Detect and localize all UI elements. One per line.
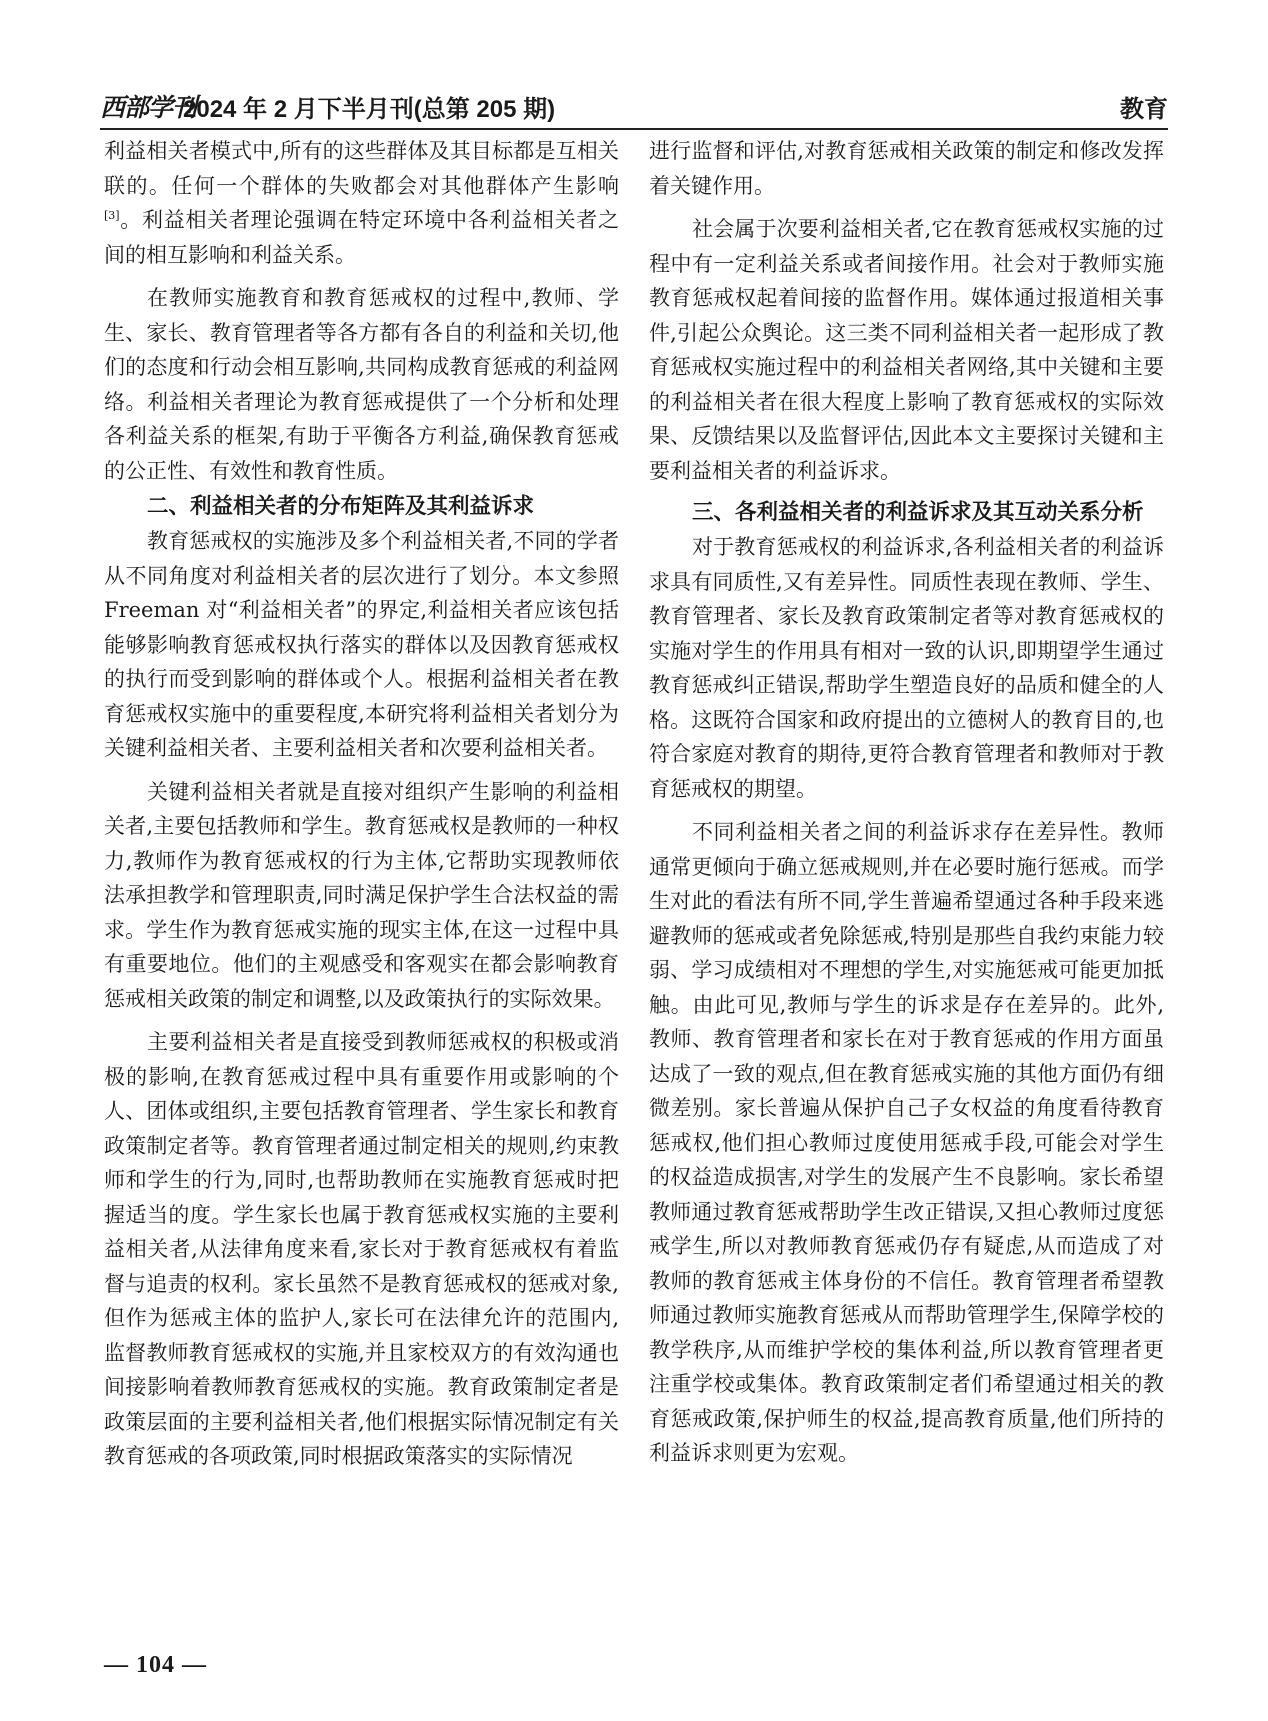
right-column	[649, 134, 1164, 1471]
paragraph: 社会属于次要利益相关者,它在教育惩戒权实施的过程中有一定利益关系或者间接作用。社会对于教师实施教育惩戒权起着间接的监督作用。媒体通过报道相关事件,引起公众舆论。这三类不同利益相关者一起形成了教育惩戒权实施过程中的利益相关者网络,其中关键和主要的利益相关者在很大程度上影响了教育惩戒权的实际效果、反馈结果以及监督评估,因此本文主要探讨关键和主要利益相关者的利益诉求。	[649, 217, 1164, 483]
section-heading: 二、利益相关者的分布矩阵及其利益诉求	[147, 494, 535, 518]
issue-info: 2024 年 2 月下半月刊(总第 205 期)	[183, 96, 556, 123]
paragraph-text: 利益相关者模式中,所有的这些群体及其目标都是互相关联的。任何一个群体的失败都会对其他群体产生影响	[104, 139, 619, 198]
header-rule	[100, 128, 1168, 130]
paragraph: 在教师实施教育和教育惩戒权的过程中,教师、学生、家长、教育管理者等各方都有各自的利益和关切,他们的态度和行动会相互影响,共同构成教育惩戒的利益网络。利益相关者理论为教育惩戒提供了一个分析和处理各利益关系的框架,有助于平衡各方利益,确保教育惩戒的公正性、有效性和教育性质。	[104, 286, 619, 483]
paragraph: 教育惩戒权的实施涉及多个利益相关者,不同的学者从不同角度对利益相关者的层次进行了划分。本文参照 Freeman 对“利益相关者”的界定,利益相关者应该包括能够影响教育惩戒权执行落实的群体以及因教育惩戒权的执行而受到影响的群体或个人。根据利益相关者在教育惩戒权实施中的重要程度,本研究将利益相关者划分为关键利益相关者、主要利益相关者和次要利益相关者。	[104, 529, 619, 760]
citation: [3]	[104, 209, 120, 222]
paragraph-text: 。利益相关者理论强调在特定环境中各利益相关者之间的相互影响和利益关系。	[104, 208, 619, 267]
paragraph: 主要利益相关者是直接受到教师惩戒权的积极或消极的影响,在教育惩戒过程中具有重要作用或影响的个人、团体或组织,主要包括教育管理者、学生家长和教育政策制定者等。教育管理者通过制定相关的规则,约束教师和学生的行为,同时,也帮助教师在实施教育惩戒时把握适当的度。学生家长也属于教育惩戒权实施的主要利益相关者,从法律角度来看,家长对于教育惩戒权有着监督与追责的权利。家长虽然不是教育惩戒权的惩戒对象,但作为惩戒主体的监护人,家长可在法律允许的范围内,监督教师教育惩戒权的实施,并且家校双方的有效沟通也间接影响着教师教育惩戒权的实施。教育政策制定者是政策层面的主要利益相关者,他们根据实际情况制定有关教育惩戒的各项政策,同时根据政策落实的实际情况	[104, 1030, 619, 1468]
paragraph	[104, 134, 619, 272]
section-heading: 三、各利益相关者的利益诉求及其互动关系分析	[692, 500, 1144, 524]
paragraph: 对于教育惩戒权的利益诉求,各利益相关者的利益诉求具有同质性,又有差异性。同质性表现在教师、学生、教育管理者、家长及教育政策制定者等对教育惩戒权的实施对学生的作用具有相对一致的认识,即期望学生通过教育惩戒纠正错误,帮助学生塑造良好的品质和健全的人格。这既符合国家和政府提出的立德树人的教育目的,也符合家庭对教育的期待,更符合教育管理者和教师对于教育惩戒权的期望。	[649, 535, 1164, 801]
section-name: 教育	[1120, 96, 1168, 123]
paragraph: 关键利益相关者就是直接对组织产生影响的利益相关者,主要包括教师和学生。教育惩戒权是教师的一种权力,教师作为教育惩戒权的行为主体,它帮助实现教师依法承担教学和管理职责,同时满足保护学生合法权益的需求。学生作为教育惩戒实施的现实主体,在这一过程中具有重要地位。他们的主观感受和客观实在都会影响教育惩戒相关政策的制定和调整,以及政策执行的实际效果。	[104, 779, 619, 1011]
journal-logo: 西部学刊	[100, 93, 197, 122]
left-column	[104, 134, 619, 1474]
paragraph: 不同利益相关者之间的利益诉求存在差异性。教师通常更倾向于确立惩戒规则,并在必要时施行惩戒。而学生对此的看法有所不同,学生普遍希望通过各种手段来逃避教师的惩戒或者免除惩戒,特别是那些自我约束能力较弱、学习成绩相对不理想的学生,对实施惩戒可能更加抵触。由此可见,教师与学生的诉求是存在差异的。此外,教师、教育管理者和家长在对于教育惩戒的作用方面虽达成了一致的观点,但在教育惩戒实施的其他方面仍有细微差别。家长普遍从保护自己子女权益的角度看待教育惩戒权,他们担心教师过度使用惩戒手段,可能会对学生的权益造成损害,对学生的发展产生不良影响。家长希望教师通过教育惩戒帮助学生改正错误,又担心教师过度惩戒学生,所以对教师教育惩戒仍存有疑虑,从而造成了对教师的教育惩戒主体身份的不信任。教育管理者希望教师通过教师实施教育惩戒从而帮助管理学生,保障学校的教学秩序,从而维护学校的集体利益,所以教育管理者更注重学校或集体。教育政策制定者们希望通过相关的教育惩戒政策,保护师生的权益,提高教育质量,他们所持的利益诉求则更为宏观。	[649, 820, 1164, 1465]
page-number: — 104 —	[104, 1652, 207, 1678]
paragraph: 进行监督和评估,对教育惩戒相关政策的制定和修改发挥着关键作用。	[649, 139, 1164, 198]
running-header	[100, 84, 1168, 124]
